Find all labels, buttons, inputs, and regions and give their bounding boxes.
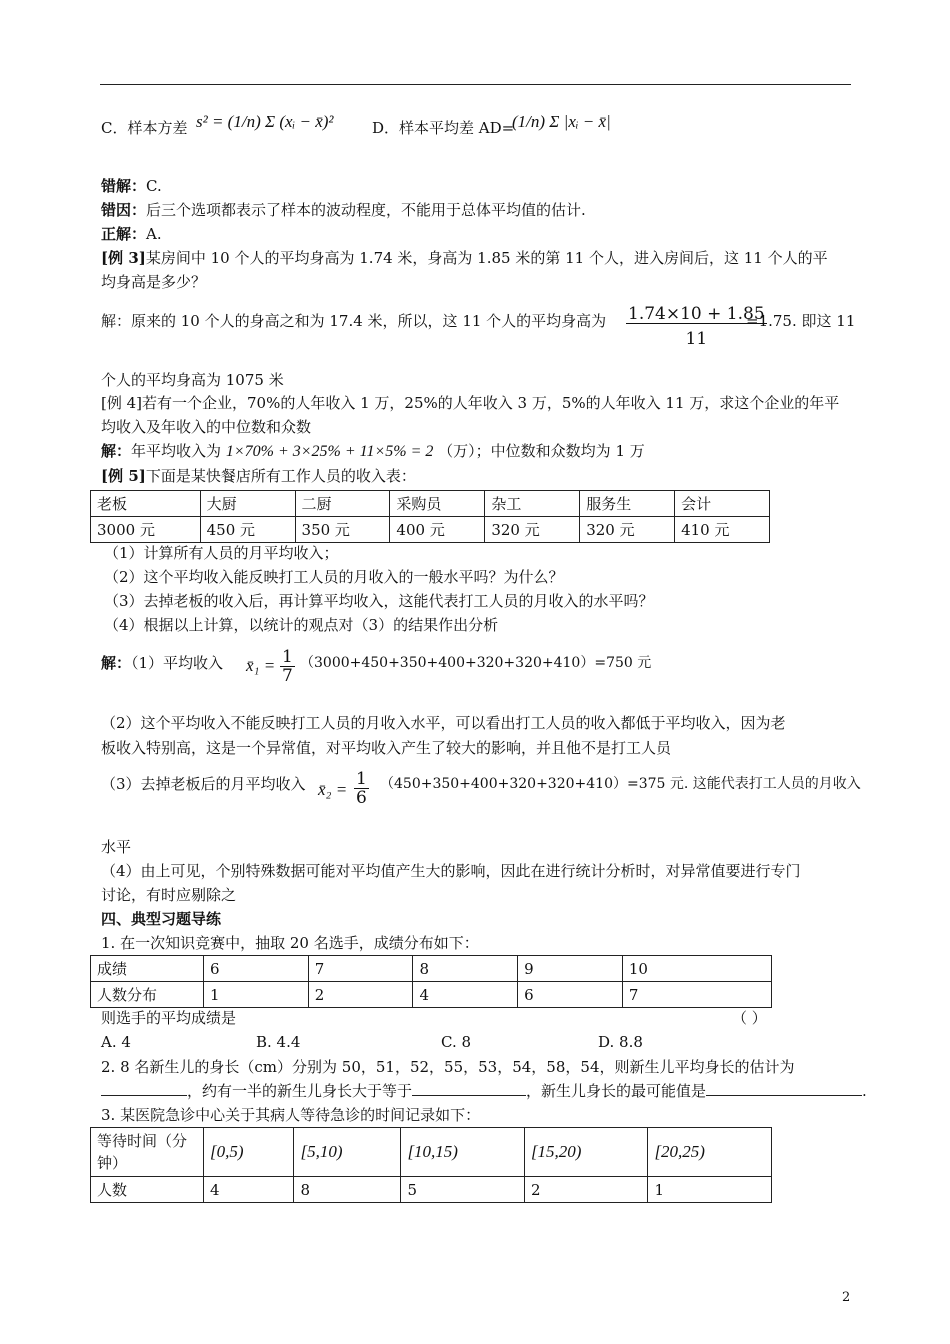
p1-stem: 1. 在一次知识竞赛中，抽取 20 名选手，成绩分布如下：: [101, 934, 479, 952]
table-cell: 6: [204, 956, 309, 982]
p2-blank1[interactable]: [101, 1095, 187, 1096]
ex4-question-line2: 均收入及年收入的中位数和众数: [101, 418, 312, 436]
table-cell: 杂工: [485, 491, 580, 517]
table-cell: 等待时间（分钟）: [91, 1128, 204, 1177]
p1-option-b: B. 4.4: [256, 1033, 301, 1051]
table-cell: [15,20): [524, 1128, 648, 1177]
ex5-a3-var: x̄₂ =: [318, 780, 348, 799]
table-cell: 会计: [675, 491, 770, 517]
table-cell: 320 元: [580, 517, 675, 543]
table-cell: [20,25): [648, 1128, 772, 1177]
table-cell: 服务生: [580, 491, 675, 517]
table-cell: [5,10): [294, 1128, 401, 1177]
table-cell: 7: [622, 982, 771, 1008]
table-cell: 采购员: [390, 491, 485, 517]
ex5-answer4-l1: （4）由上可见，个别特殊数据可能对平均值产生大的影响，因此在进行统计分析时，对异常值要进行专门: [101, 862, 801, 880]
p1-option-a: A. 4: [101, 1033, 131, 1051]
table-row: [91, 1128, 772, 1177]
p1-question: 则选手的平均成绩是: [101, 1009, 237, 1027]
p1-score-table: [90, 955, 772, 1008]
table-cell: 450 元: [200, 517, 295, 543]
formula-avg-deviation: (1/n) Σ |xᵢ − x̄|: [512, 112, 611, 131]
table-cell: 410 元: [675, 517, 770, 543]
header-rule: [100, 84, 851, 85]
table-cell: 350 元: [295, 517, 390, 543]
table-cell: 大厨: [200, 491, 295, 517]
table-cell: 320 元: [485, 517, 580, 543]
table-cell: 4: [413, 982, 518, 1008]
table-cell: 人数分布: [91, 982, 204, 1008]
ex3-solution-line2: 个人的平均身高为 1075 米: [101, 371, 284, 389]
ex5-answer3-l2: 水平: [101, 838, 132, 856]
table-cell: 2: [524, 1177, 648, 1203]
table-cell: 10: [622, 956, 771, 982]
table-cell: 老板: [91, 491, 201, 517]
table-cell: 2: [308, 982, 413, 1008]
ex5-title: [例 5]下面是某快餐店所有工作人员的收入表：: [101, 467, 416, 485]
correct-answer-line: 正解：A.: [101, 225, 162, 243]
ex3-question-line2: 均身高是多少？: [101, 273, 207, 291]
table-cell: 6: [518, 982, 623, 1008]
ex5-q3: （3）去掉老板的收入后，再计算平均收入，这能代表打工人员的月收入的水平吗？: [104, 592, 654, 610]
ex4-question-line1: [例 4]若有一个企业，70%的人年收入 1 万，25%的人年收入 3 万，5%的人年收入 11 万，求这个企业的年平: [101, 394, 840, 412]
p1-answer-paren: （ ）: [732, 1009, 767, 1027]
table-cell: 9: [518, 956, 623, 982]
ex5-answer4-l2: 讨论，有时应剔除之: [101, 886, 237, 904]
table-cell: 人数: [91, 1177, 204, 1203]
ex5-a3-suffix: （450+350+400+320+320+410）=375 元. 这能代表打工人员的月收入: [380, 776, 861, 792]
p3-waiting-table: [90, 1127, 772, 1203]
ex3-solution-line1: 解：原来的 10 个人的身高之和为 17.4 米，所以，这 11 个人的平均身高为: [101, 312, 607, 330]
table-cell: 8: [294, 1177, 401, 1203]
ex5-answer2-l1: （2）这个平均收入不能反映打工人员的月收入水平，可以看出打工人员的收入都低于平均收入，因为老: [101, 714, 786, 732]
page-number: 2: [842, 1290, 851, 1305]
option-c: C．样本方差: [101, 119, 188, 137]
p2-line1: 2. 8 名新生儿的身长（cm）分别为 50，51，52，55，53，54，58，54，则新生儿平均身长的估计为: [101, 1058, 795, 1076]
table-cell: 400 元: [390, 517, 485, 543]
p1-option-d: D. 8.8: [598, 1033, 643, 1051]
ex5-a1-fraction: $\frac{1}{7}$: [282, 647, 293, 686]
table-cell: [10,15): [401, 1128, 525, 1177]
table-row: [91, 956, 772, 982]
ex3-question-line1: [例 3]某房间中 10 个人的平均身高为 1.74 米，身高为 1.85 米的第 11 个人，进入房间后，这 11 个人的平: [101, 249, 828, 267]
ex5-a1-suffix: （3000+450+350+400+320+320+410）=750 元: [300, 655, 652, 671]
ex4-solution: 解：年平均收入为 1×70% + 3×25% + 11×5% = 2 （万）；中位数和众数均为 1 万: [101, 442, 645, 460]
table-cell: 1: [648, 1177, 772, 1203]
ex5-answer1: 解：（1）平均收入: [101, 654, 224, 672]
p2-blank2[interactable]: [412, 1095, 526, 1096]
ex5-a1-var: x̄₁ =: [246, 656, 276, 675]
table-cell: 7: [308, 956, 413, 982]
section4-title: 四、典型习题导练: [101, 910, 222, 928]
ex5-q2: （2）这个平均收入能反映打工人员的月收入的一般水平吗？为什么？: [104, 568, 564, 586]
ex5-income-table: [90, 490, 770, 543]
table-cell: 二厨: [295, 491, 390, 517]
table-row: [91, 1177, 772, 1203]
table-cell: 成绩: [91, 956, 204, 982]
p3-stem: 3. 某医院急诊中心关于其病人等待急诊的时间记录如下：: [101, 1106, 481, 1124]
p2-blank3[interactable]: [706, 1095, 862, 1096]
table-cell: [0,5): [204, 1128, 294, 1177]
ex3-fraction: $\frac{1.74\times 10 + 1.85}{11}$: [628, 304, 765, 349]
option-d: D．样本平均差 AD=: [372, 119, 515, 137]
table-row: [91, 517, 770, 543]
formula-variance: s² = (1/n) Σ (xᵢ − x̄)²: [196, 112, 334, 131]
ex5-a3-fraction: $\frac{1}{6}$: [356, 769, 367, 808]
table-row: [91, 491, 770, 517]
table-row: [91, 982, 772, 1008]
table-cell: 3000 元: [91, 517, 201, 543]
wrong-answer-line: 错解：C.: [101, 177, 162, 195]
p2-line2: ，约有一半的新生儿身长大于等于 ，新生儿身长的最可能值是 .: [101, 1081, 867, 1101]
table-cell: 5: [401, 1177, 525, 1203]
ex3-solution-suffix: =1.75. 即这 11: [746, 312, 856, 330]
table-cell: 1: [204, 982, 309, 1008]
ex5-q4: （4）根据以上计算，以统计的观点对（3）的结果作出分析: [104, 616, 499, 634]
table-cell: 8: [413, 956, 518, 982]
wrong-reason-line: 错因：后三个选项都表示了样本的波动程度，不能用于总体平均值的估计.: [101, 201, 586, 219]
ex5-answer3: （3）去掉老板后的月平均收入: [101, 775, 306, 793]
ex5-q1: （1）计算所有人员的月平均收入；: [104, 544, 339, 562]
ex5-answer2-l2: 板收入特别高，这是一个异常值，对平均收入产生了较大的影响，并且他不是打工人员: [101, 739, 672, 757]
table-cell: 4: [204, 1177, 294, 1203]
p1-option-c: C. 8: [441, 1033, 472, 1051]
